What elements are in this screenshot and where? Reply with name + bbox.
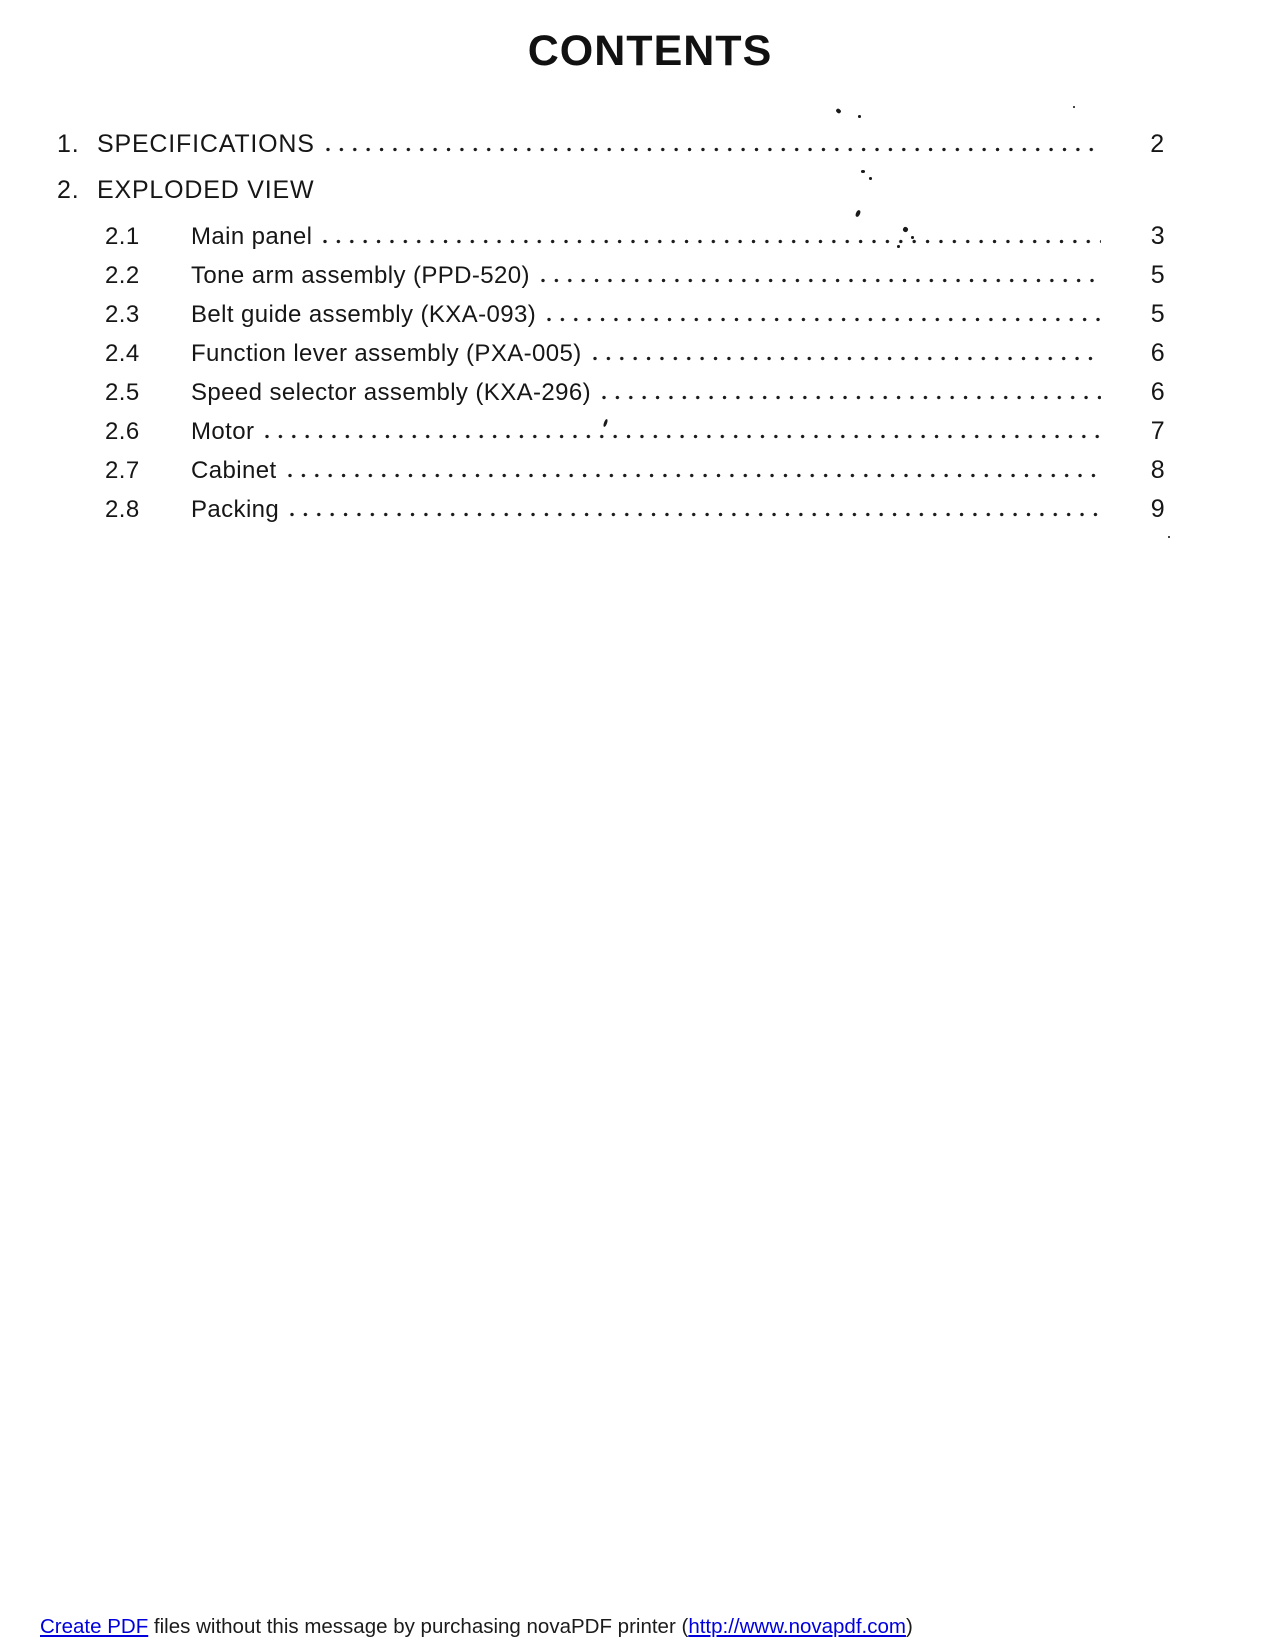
scan-artifact — [835, 108, 841, 114]
toc-entry-number: 2.6 — [105, 418, 140, 445]
watermark-text-end: ) — [905, 1615, 913, 1638]
dot-leader — [323, 193, 1101, 198]
toc-entry — [0, 130, 1275, 169]
scan-artifact — [1168, 536, 1170, 538]
toc-entry-page: 8 — [1150, 456, 1165, 484]
toc-entry-page: 5 — [1150, 261, 1165, 289]
toc-entry — [0, 456, 1275, 495]
toc-entry-number: 2. — [57, 176, 80, 204]
toc-entry-number: 2.2 — [105, 262, 140, 289]
toc-entry-number: 2.4 — [105, 340, 140, 367]
dot-leader — [539, 278, 1101, 283]
toc-entry-page: 5 — [1150, 300, 1165, 328]
toc-entry — [0, 339, 1275, 378]
create-pdf-link[interactable]: Create PDF — [40, 1615, 149, 1638]
dot-leader — [600, 395, 1101, 400]
toc-entry-page: 7 — [1150, 417, 1165, 445]
toc-entry-label: Belt guide assembly (KXA-093) — [191, 301, 537, 328]
toc-entry-number: 2.5 — [105, 379, 140, 406]
toc-entry-page: 3 — [1150, 222, 1165, 250]
toc-entry — [0, 495, 1275, 534]
toc-entry-page: 6 — [1150, 378, 1165, 406]
toc-entry-label: Speed selector assembly (KXA-296) — [191, 379, 592, 406]
watermark-text: files without this message by purchasing novaPDF printer ( — [148, 1615, 689, 1638]
toc-entry-label: Packing — [191, 496, 280, 523]
toc-entry-number: 2.1 — [105, 223, 140, 250]
toc-entry-page: 6 — [1150, 339, 1165, 367]
toc-list — [0, 130, 1275, 534]
toc-entry-page: 9 — [1150, 495, 1165, 523]
toc-entry-page: 2 — [1150, 130, 1165, 158]
toc-entry — [0, 300, 1275, 339]
toc-entry-number: 2.3 — [105, 301, 140, 328]
dot-leader — [545, 317, 1101, 322]
toc-entry — [0, 378, 1275, 417]
toc-entry-label: Motor — [191, 418, 255, 445]
dot-leader — [321, 239, 1101, 244]
toc-entry-label: Cabinet — [191, 457, 277, 484]
scan-artifact — [897, 245, 900, 248]
scan-artifact — [869, 177, 872, 180]
scan-artifact — [858, 115, 861, 118]
scan-artifact — [911, 236, 914, 239]
toc-entry — [0, 261, 1275, 300]
toc-entry-label: SPECIFICATIONS — [97, 130, 315, 158]
toc-entry-number: 2.7 — [105, 457, 140, 484]
dot-leader — [263, 434, 1101, 439]
toc-entry — [0, 222, 1275, 261]
watermark-footer — [40, 1615, 913, 1639]
page-title: CONTENTS — [527, 27, 773, 75]
toc-entry-label: EXPLODED VIEW — [97, 176, 315, 204]
scan-artifact — [1073, 106, 1075, 108]
dot-leader — [288, 512, 1101, 517]
toc-entry — [0, 176, 1275, 215]
dot-leader — [591, 356, 1101, 361]
dot-leader — [286, 473, 1101, 478]
toc-entry-number: 1. — [57, 130, 80, 158]
toc-entry-label: Function lever assembly (PXA-005) — [191, 340, 582, 367]
toc-entry — [0, 417, 1275, 456]
toc-entry-label: Tone arm assembly (PPD-520) — [191, 262, 530, 289]
dot-leader — [324, 147, 1101, 152]
novapdf-url-link[interactable]: http://www.novapdf.com — [688, 1615, 906, 1638]
toc-entry-number: 2.8 — [105, 496, 140, 523]
scan-artifact — [861, 170, 865, 173]
toc-entry-label: Main panel — [191, 223, 313, 250]
